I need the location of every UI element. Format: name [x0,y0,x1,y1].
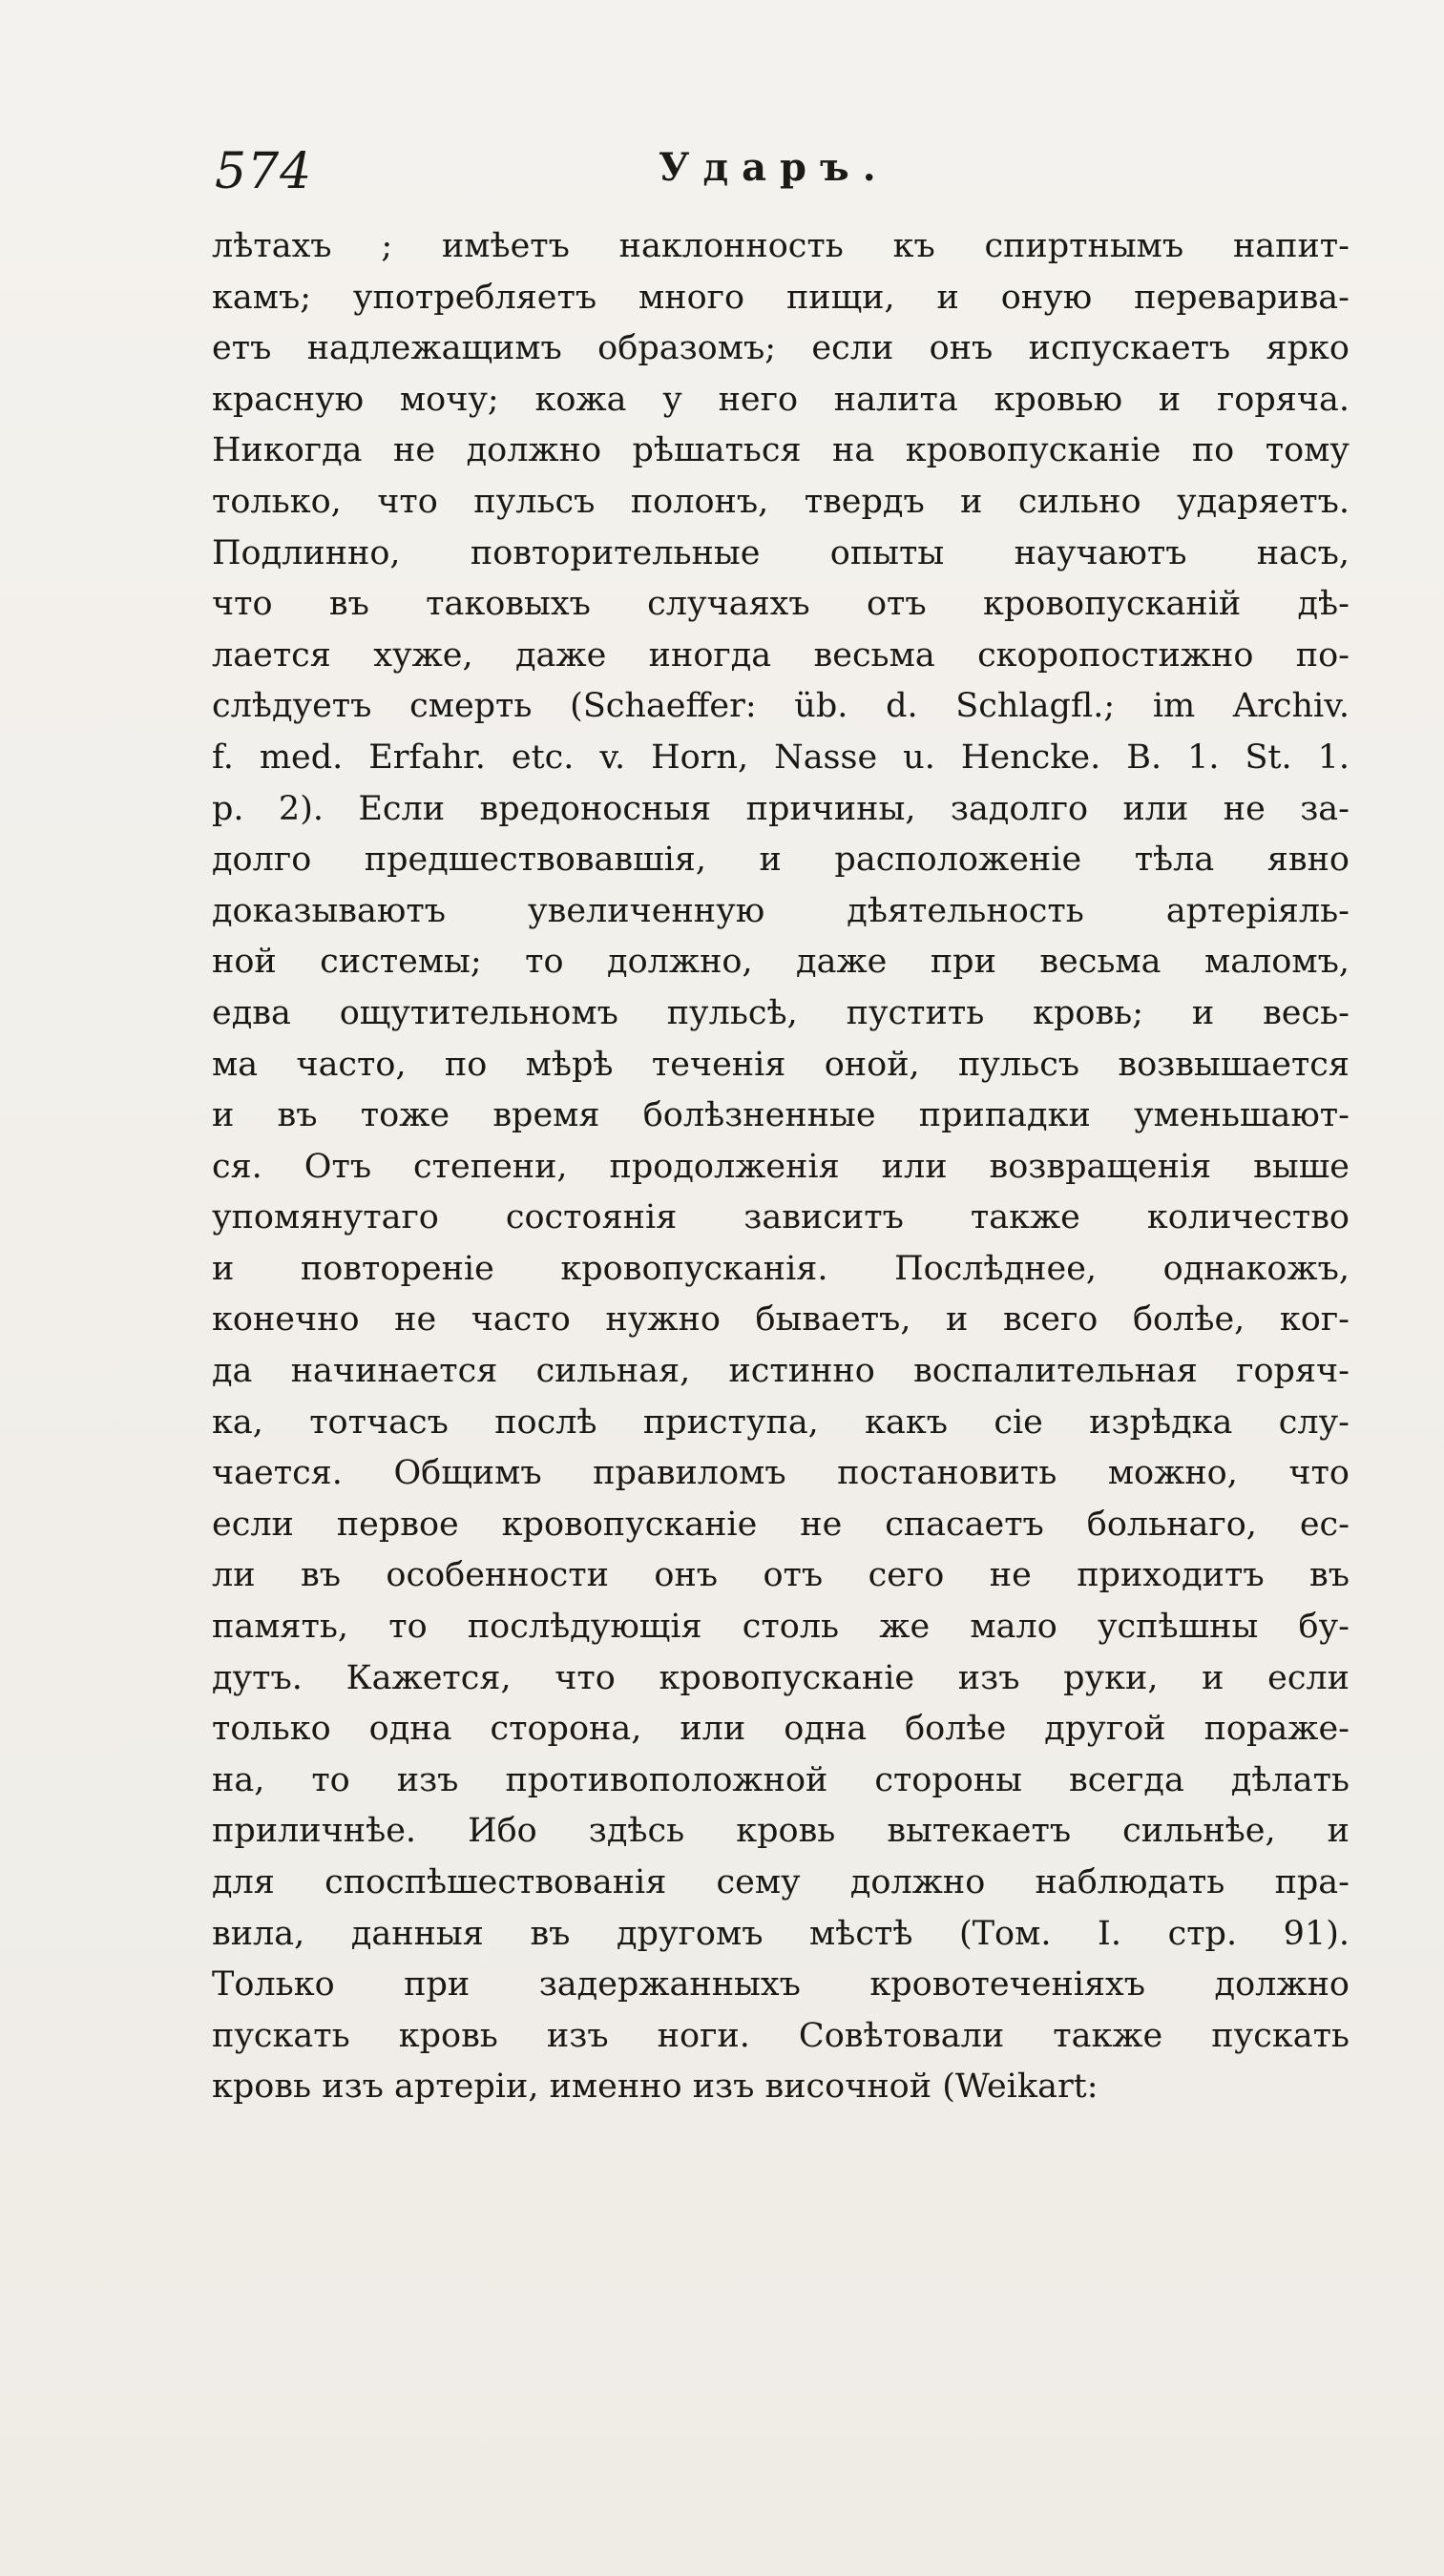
text-line: кровь изъ артеріи, именно изъ височной (Weikart: [212,2067,1099,2107]
text-line: конечно не часто нужно бываетъ, и всего болѣе, ког- [212,1300,1350,1340]
text-line: ной системы; то должно, даже при весьма маломъ, [212,943,1350,982]
text-line: слѣдуетъ смерть (Schaeffer: üb. d. Schlagfl.; im Archiv. [212,687,1350,726]
text-line: Никогда не должно рѣшаться на кровопусканіе по тому [212,431,1350,470]
text-line: лѣтахъ ; имѣетъ наклонность къ спиртнымъ напит- [212,227,1350,265]
text-line: только, что пульсъ полонъ, твердъ и сильно ударяетъ. [212,482,1350,521]
text-line: етъ надлежащимъ образомъ; если онъ испускаетъ ярко [212,329,1350,368]
text-line: только одна сторона, или одна болѣе другой пораже- [212,1710,1350,1749]
text-line: упомянутаго состоянія зависитъ также количество [212,1198,1350,1237]
text-line: p. 2). Если вредоносныя причины, задолго или не за- [212,789,1350,828]
page-number: 574 [215,143,313,200]
text-line: Подлинно, повторительные опыты научаютъ насъ, [212,533,1350,572]
text-line: долго предшествовавшія, и расположеніе тѣла явно [212,841,1350,880]
text-line: чается. Общимъ правиломъ постановить можно, что [212,1454,1350,1493]
text-line: вила, данныя въ другомъ мѣстѣ (Том. I. стр. 91). [212,1914,1350,1953]
text-line: f. med. Erfahr. etc. v. Horn, Nasse u. Hencke. B. 1. St. 1. [212,737,1350,777]
text-line: да начинается сильная, истинно воспалительная горяч- [212,1352,1350,1391]
text-line: ка, тотчасъ послѣ приступа, какъ сіе изрѣдка слу- [212,1402,1350,1442]
text-line: приличнѣе. Ибо здѣсь кровь вытекаетъ сильнѣе, и [212,1812,1350,1851]
text-line: пускать кровь изъ ноги. Совѣтовали также пускать [212,2016,1350,2055]
text-line: ма часто, по мѣрѣ теченія оной, пульсъ возвышается [212,1045,1350,1084]
text-line: и въ тоже время болѣзненные припадки уменьшают- [212,1096,1350,1135]
text-line: едва ощутительномъ пульсѣ, пустить кровь; и весь- [212,993,1350,1032]
text-line: на, то изъ противоположной стороны всегда дѣлать [212,1760,1350,1799]
text-line: красную мочу; кожа у него налита кровью и горяча. [212,380,1350,419]
text-line: камъ; употребляетъ много пищи, и оную переварива- [212,278,1350,317]
text-line: лается хуже, даже иногда весьма скоропостижно по- [212,635,1350,675]
body-text [212,221,1350,2113]
text-line: Только при задержанныхъ кровотеченіяхъ должно [212,1965,1350,2005]
text-line: что въ таковыхъ случаяхъ отъ кровопусканій дѣ- [212,585,1350,624]
running-title: Ударъ. [659,145,889,190]
text-line: дутъ. Кажется, что кровопусканіе изъ руки, и если [212,1658,1350,1697]
text-line: доказываютъ увеличенную дѣятельность артеріяль- [212,891,1350,930]
text-line: если первое кровопусканіе не спасаетъ больнаго, ес- [212,1505,1350,1544]
text-line: память, то послѣдующія столь же мало успѣшны бу- [212,1608,1350,1647]
text-line: ли въ особенности онъ отъ сего не приходитъ въ [212,1556,1350,1595]
text-line: ся. Отъ степени, продолженія или возвращенія выше [212,1147,1350,1186]
page-header [205,143,1255,219]
text-line: для споспѣшествованія сему должно наблюдать пра- [212,1863,1350,1901]
text-line: и повтореніе кровопусканія. Послѣднее, однакожъ, [212,1249,1350,1288]
